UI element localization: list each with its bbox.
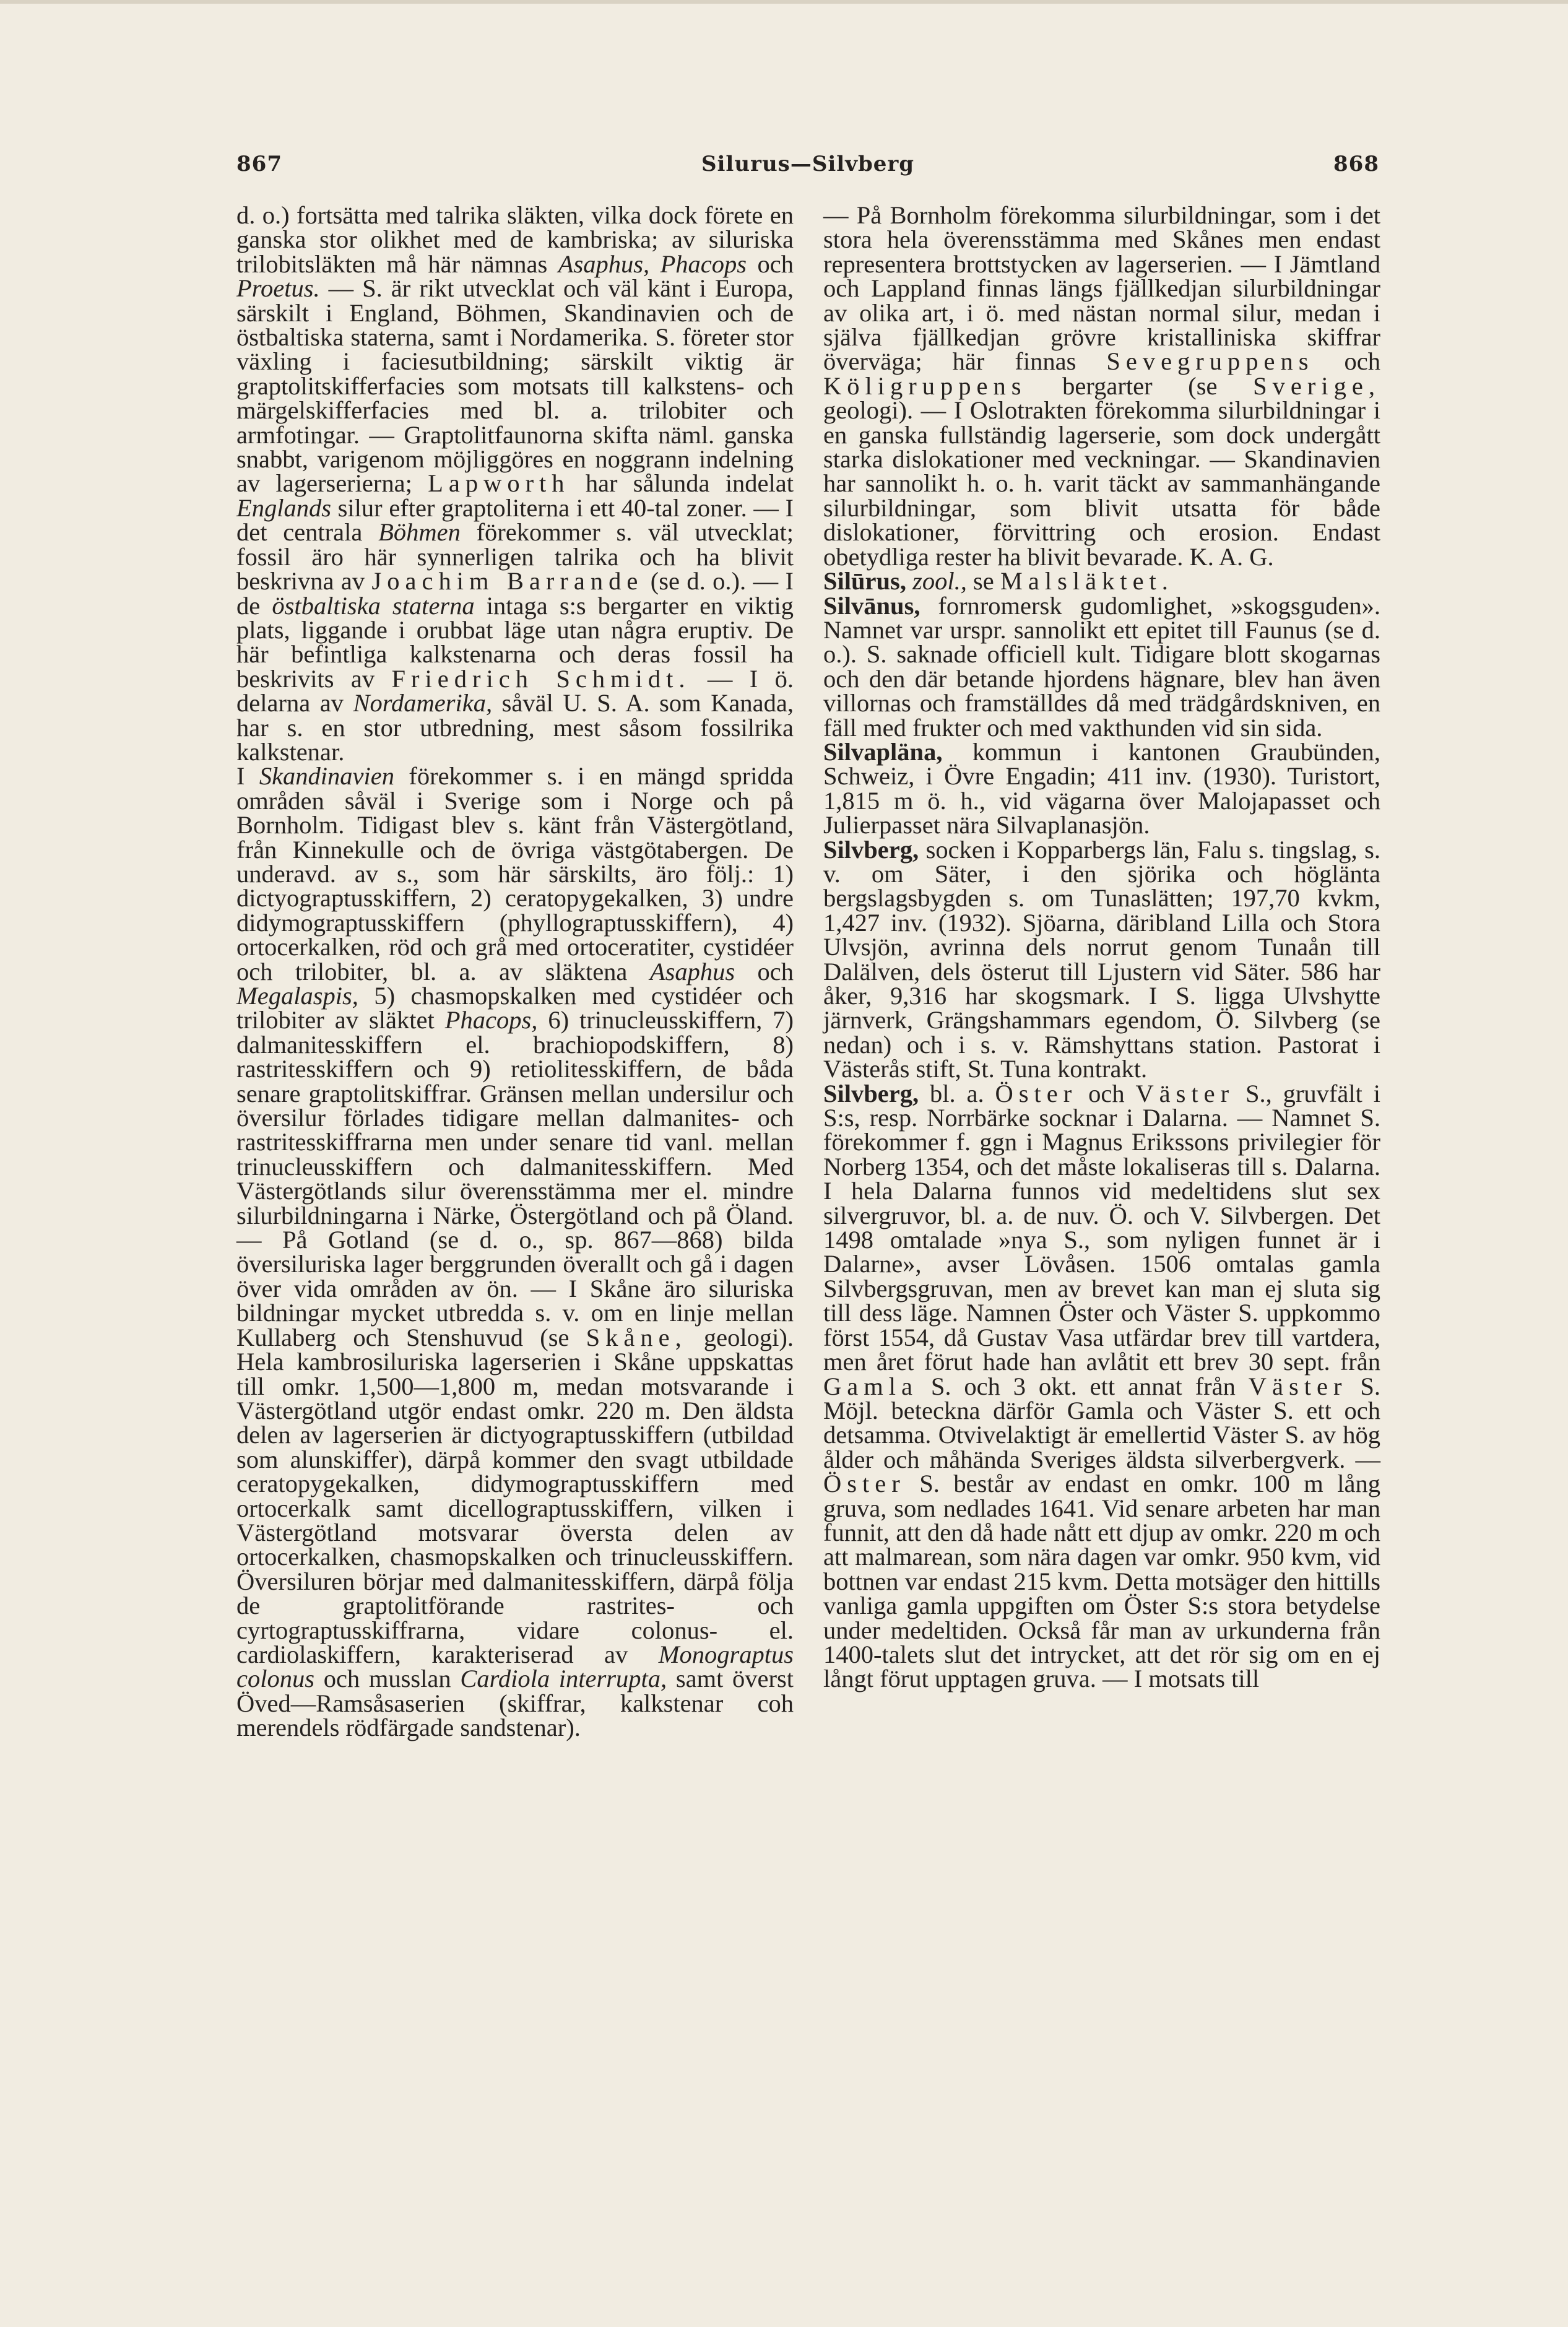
left-column [236,203,794,1740]
running-header [236,152,1379,189]
entry-silurus-zool: Silūrus, zool., se Malsläktet. [823,567,1174,596]
headword: Silūrus, [823,567,906,596]
page-number-right: 868 [1333,152,1379,176]
entry-silvberg-gruvfalt: Silvberg, bl. a. Öster och Väster S., gruvfält i S:s, resp. Norrbärke socknar i Dalarna. — Namnet S. förekommer f. ggn i Magnus Erikssons privilegier för Norberg 1354, och det måste lokaliseras till s. Dalarna. I hela Dalarna funnos vid medeltidens slut sex silvergruvor, bl. a. de nuv. Ö. och V. Silvbergen. Det 1498 omtalade »nya S., som nyligen funnet är i Dalarne», avser Lövåsen. 1506 omtalas gamla Silvbergsgruvan, men av brevet kan man ej sluta sig till dess läge. Namnen Öster och Väster S. uppkommo först 1554, då Gustav Vasa utfärdar brev till vartdera, men året förut hade han avlåtit ett brev 30 sept. från Gamla S. och 3 okt. ett annat från Väster S. Möjl. beteckna därför Gamla och Väster S. ett och detsamma. Otvivelaktigt är emellertid Väster S. av hög ålder och måhända Sveriges äldsta silverbergverk. — Öster S. består av endast en omkr. 100 m lång gruva, som nedlades 1641. Vid senare arbeten har man funnit, att den då hade nått ett djup av omkr. 220 m och att malmarean, som nära dagen var omkr. 950 kvm, vid bottnen var endast 215 kvm. Detta motsäger den hittills vanliga gamla uppgiften om Öster S:s stora betydelse under medeltiden. Också får man av urkunderna från 1400-talets slut det intrycket, att det rör sig om en ej långt förut upptagen gruva. — I motsats till [823,1079,1380,1693]
entry-silvberg-socken: Silvberg, socken i Kopparbergs län, Falu s. tingslag, s. v. om Säter, i den sjörika och höglänta bergslagsbygden s. om Tunaslätten; 197,70 kvkm, 1,427 inv. (1932). Sjöarna, däribland Lilla och Stora Ulvsjön, avrinna dels norrut genom Tunaån till Dalälven, dels österut till Ljustern vid Säter. 586 har åker, 9,316 har skogsmark. I S. ligga Ulvshytte järnverk, Grängshammars egendom, Ö. Silvberg (se nedan) och i s. v. Rämshyttans station. Pastorat i Västerås stift, St. Tuna kontrakt. [823,835,1380,1083]
right-column [823,203,1380,1691]
headword: Silvberg, [823,835,919,864]
page-top-edge [0,0,1568,4]
paragraph-skandinavien: I Skandinavien förekommer s. i en mängd spridda områden såväl i Sverige som i Norge och på Bornholm. Tidigast blev s. känt från Västergötland, från Kinnekulle och de övriga västgötabergen. De underavd. av s., som här särskilts, äro följ.: 1) dictyograptusskiffern, 2) ceratopygekalken, 3) undre didymograptusskiffern (phyllograptusskiffern), 4) ortocerkalken, röd och grå med ortoceratiter, cystidéer och trilobiter, bl. a. av släktena Asaphus och Megalaspis, 5) chasmopskalken med cystidéer och trilobiter av släktet Phacops, 6) trinucleusskiffern, 7) dalmanitesskiffern el. brachiopodskiffern, 8) rastritesskiffern och 9) retiolitesskiffern, de båda senare graptolitskiffrar. Gränsen mellan undersilur och översilur förlades tidigare mellan dalmanites- och rastritesskiffrarna men under senare tid vanl. mellan trinucleusskiffern och dalmanitesskiffern. Med Västergötlands silur överensstämma mer el. mindre silurbildningarna i Närke, Östergötland och på Öland. — På Gotland (se d. o., sp. 867—868) bilda översiluriska lager berggrunden överallt och gå i dagen över vida områden av ön. — I Skåne äro siluriska bildningar mycket utbredda s. v. om en linje mellan Kullaberg och Stenshuvud (se Skåne, geologi). Hela kambrosiluriska lagerserien i Skåne uppskattas till omkr. 1,500—1,800 m, medan motsvarande i Västergötland utgör endast omkr. 220 m. Den äldsta delen av lagerserien är dictyograptusskiffern (utbildad som alunskiffer), därpå kommer den svagt utbildade ceratopygekalken, didymograptusskiffern med ortocerkalk samt dicellograptusskiffern, vilken i Västergötland motsvarar översta delen av ortocerkalken, chasmopskalken och trinucleusskiffern. Översiluren börjar med dalmanitesskiffern, därpå följa de graptolitförande rastrites- och cyrtograptusskiffrarna, vidare colonus- el. cardiolaskiffern, karakteriserad av Monograptus colonus och musslan Cardiola interrupta, samt överst Öved—Ramsåsaserien (skiffrar, kalkstenar coh merendels rödfärgade sandstenar). [236,762,794,1742]
headword: Silvānus, [823,591,920,620]
headword: Silvapläna, [823,737,943,766]
entry-silvaplana: Silvapläna, kommun i kantonen Graubünden, Schweiz, i Övre Engadin; 411 inv. (1930). Turistort, 1,815 m ö. h., vid vägarna över Malojapasset och Julierpasset nära Silvaplanasjön. [823,737,1380,839]
running-title: Silurus—Silvberg [701,152,915,176]
headword: Silvberg, [823,1079,919,1107]
page-number-left: 867 [236,152,282,176]
entry-silvanus: Silvānus, fornromersk gudomlighet, »skogsguden». Namnet var urspr. sannolikt ett epitet till Faunus (se d. o.). S. saknade officiell kult. Tidigare blott skogarnas och den där betande hjordens hägnare, blev han även villornas och framställdes då med trädgårdskniven, en fäll med frukter och med vakthunden vid sin sida. [823,591,1380,742]
paragraph-silurus-continued: d. o.) fortsätta med talrika släkten, vilka dock förete en ganska stor olikhet med de kambriska; av siluriska trilobitsläkten må här nämnas Asaphus, Phacops och Proetus. — S. är rikt utvecklat och väl känt i Europa, särskilt i England, Böhmen, Skandinavien och de östbaltiska staterna, samt i Nordamerika. S. företer stor växling i faciesutbildning; särskilt viktig är graptolitskifferfacies som motsats till kalkstens- och märgelskifferfacies med bl. a. trilobiter och armfotingar. — Graptolitfaunorna skifta näml. ganska snabbt, varigenom möjliggöres en noggrann indelning av lagerserierna; Lapworth har sålunda indelat Englands silur efter graptoliterna i ett 40-tal zoner. — I det centrala Böhmen förekommer s. väl utvecklat; fossil äro här synnerligen talrika och ha blivit beskrivna av Joachim Barrande (se d. o.). — I de östbaltiska staterna intaga s:s bergarter en viktig plats, liggande i orubbat läge utan några eruptiv. De här befintliga kalkstenarna och deras fossil ha beskrivits av Friedrich Schmidt. — I ö. delarna av Nordamerika, såväl U. S. A. som Kanada, har s. en stor utbredning, mest såsom fossilrika kalkstenar. [236,201,794,766]
paragraph-bornholm: — På Bornholm förekomma silurbildningar, som i det stora hela överensstämma med Skånes men endast representera brottstycken av lagerserien. — I Jämtland och Lappland finnas längs fjällkedjan silurbildningar av olika art, i ö. med nästan normal silur, medan i själva fjällkedjan grövre kristalliniska skiffrar överväga; här finnas Sevegruppens och Köligruppens bergarter (se Sverige, geologi). — I Oslotrakten förekomma silurbildningar i en ganska fullständig lagerserie, som dock undergått starka dislokationer med veckningar. — Skandinavien har sannolikt h. o. h. varit täckt av sammanhängande silurbildningar, som blivit utsatta för både dislokationer, förvittring och erosion. Endast obetydliga rester ha blivit bevarade. K. A. G. [823,201,1380,571]
